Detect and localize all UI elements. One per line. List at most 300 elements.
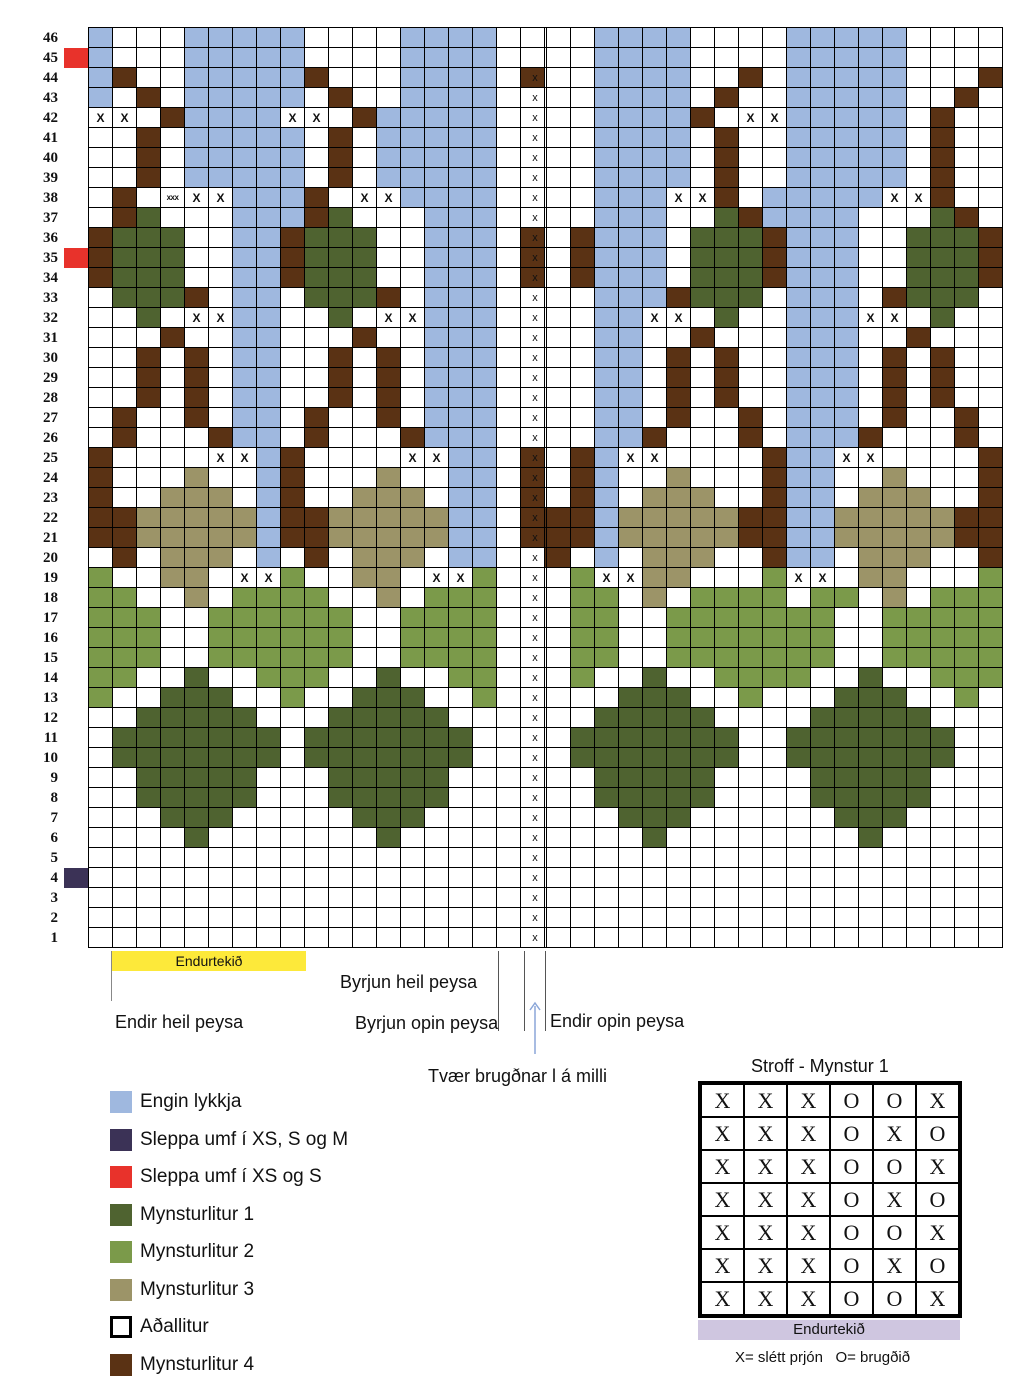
left-chart-cell [425, 608, 449, 628]
right-chart-cell [763, 328, 787, 348]
left-chart-cell [113, 828, 137, 848]
left-chart-cell [113, 508, 137, 528]
left-chart-cell [233, 708, 257, 728]
left-chart-cell [497, 688, 521, 708]
left-chart-cell [137, 748, 161, 768]
left-chart-cell [257, 728, 281, 748]
right-chart-cell [811, 228, 835, 248]
right-chart-cell [931, 128, 955, 148]
left-chart-cell [401, 288, 425, 308]
right-chart-cell [931, 628, 955, 648]
right-chart-cell [667, 68, 691, 88]
left-chart-cell [401, 348, 425, 368]
stroff-cell: O [873, 1216, 916, 1249]
stroff-cell: X [916, 1282, 959, 1315]
left-chart-cell [425, 848, 449, 868]
left-chart-cell [353, 548, 377, 568]
left-chart-cell [161, 648, 185, 668]
left-chart-cell [377, 488, 401, 508]
left-chart-cell [497, 128, 521, 148]
left-chart-cell [161, 128, 185, 148]
right-chart-cell [739, 328, 763, 348]
right-chart-cell [787, 268, 811, 288]
right-chart-cell [859, 168, 883, 188]
right-chart-cell [931, 748, 955, 768]
right-chart-cell [787, 168, 811, 188]
left-chart-cell [425, 108, 449, 128]
right-chart-cell [763, 908, 787, 928]
row-number: 37 [43, 210, 58, 226]
left-chart-cell [137, 188, 161, 208]
right-chart-cell [955, 748, 979, 768]
left-chart-cell [185, 888, 209, 908]
right-chart-cell [739, 508, 763, 528]
right-chart-cell [595, 628, 619, 648]
right-chart-cell [547, 88, 571, 108]
right-chart-cell [883, 808, 907, 828]
purl-mark: x [532, 132, 538, 144]
left-chart-cell [161, 88, 185, 108]
right-chart-cell [547, 668, 571, 688]
right-chart-cell [691, 208, 715, 228]
arrow-up-icon [528, 1000, 542, 1054]
right-chart-cell [667, 648, 691, 668]
right-chart-cell [883, 848, 907, 868]
right-chart-cell [571, 28, 595, 48]
left-chart-cell [257, 288, 281, 308]
left-chart-cell [473, 88, 497, 108]
right-chart-cell [907, 928, 931, 948]
right-chart-cell [811, 888, 835, 908]
right-chart-cell [979, 248, 1003, 268]
right-chart-cell [619, 488, 643, 508]
right-chart-cell [883, 868, 907, 888]
right-chart-cell [691, 688, 715, 708]
right-chart-cell [547, 788, 571, 808]
left-chart-cell [161, 708, 185, 728]
right-chart-cell [619, 548, 643, 568]
right-chart-cell [643, 48, 667, 68]
right-chart-cell [739, 268, 763, 288]
left-chart-cell [281, 528, 305, 548]
left-chart-cell [161, 408, 185, 428]
purl-mark: x [532, 812, 538, 824]
right-chart-cell [859, 608, 883, 628]
right-chart-cell [643, 888, 667, 908]
row-number: 46 [43, 30, 58, 46]
left-chart-cell [425, 488, 449, 508]
right-chart-cell [979, 208, 1003, 228]
right-chart-cell [643, 528, 667, 548]
right-chart-cell [691, 128, 715, 148]
purl-mark: x [532, 452, 538, 464]
row-number: 27 [43, 410, 58, 426]
left-chart-cell [305, 608, 329, 628]
left-chart-cell [113, 648, 137, 668]
right-chart-cell [739, 408, 763, 428]
left-chart-cell [89, 628, 113, 648]
right-chart-cell [691, 448, 715, 468]
left-chart-cell [233, 148, 257, 168]
left-chart-cell [425, 668, 449, 688]
left-chart-cell [281, 928, 305, 948]
left-chart-cell [401, 888, 425, 908]
right-chart-cell [955, 908, 979, 928]
right-chart-cell [643, 328, 667, 348]
right-chart-cell: X [787, 568, 811, 588]
left-chart-cell [425, 208, 449, 228]
left-chart-cell [257, 448, 281, 468]
right-chart-cell [835, 48, 859, 68]
right-chart-cell [907, 248, 931, 268]
left-chart-cell: X [401, 448, 425, 468]
left-chart-cell [377, 88, 401, 108]
left-chart-cell [425, 468, 449, 488]
right-chart-cell [715, 348, 739, 368]
right-chart-cell [547, 168, 571, 188]
right-chart-cell [955, 628, 979, 648]
right-chart-cell [643, 648, 667, 668]
row-number: 9 [50, 770, 58, 786]
right-chart-cell [763, 828, 787, 848]
right-chart-cell [835, 368, 859, 388]
right-chart-cell [715, 108, 739, 128]
left-chart-cell: X [185, 188, 209, 208]
right-chart-cell [883, 368, 907, 388]
right-chart-cell [955, 68, 979, 88]
left-chart-cell [209, 828, 233, 848]
left-chart-cell [377, 788, 401, 808]
left-chart-cell [209, 568, 233, 588]
left-chart-cell [209, 588, 233, 608]
left-chart-cell [401, 868, 425, 888]
right-chart-cell [691, 108, 715, 128]
right-chart-cell [883, 588, 907, 608]
right-chart-cell [787, 608, 811, 628]
right-chart-cell [595, 488, 619, 508]
left-chart-cell [137, 268, 161, 288]
purl-mark: x [532, 72, 538, 84]
right-chart-cell [619, 708, 643, 728]
left-chart-cell [329, 428, 353, 448]
left-chart-cell [185, 348, 209, 368]
legend-swatch [110, 1091, 132, 1113]
right-chart-cell [715, 388, 739, 408]
purl-mark: x [532, 332, 538, 344]
left-chart-cell [233, 468, 257, 488]
right-chart-cell [955, 168, 979, 188]
left-chart-cell [449, 908, 473, 928]
row-number: 29 [43, 370, 58, 386]
right-chart-cell [547, 228, 571, 248]
left-chart-cell [353, 708, 377, 728]
right-chart-cell [547, 188, 571, 208]
right-chart-cell [571, 728, 595, 748]
right-chart-cell [955, 28, 979, 48]
right-chart-cell [787, 228, 811, 248]
left-chart-cell [257, 488, 281, 508]
right-chart-cell [955, 148, 979, 168]
right-chart-cell [571, 188, 595, 208]
right-chart-cell [811, 688, 835, 708]
left-chart-cell [161, 268, 185, 288]
row-number: 10 [43, 750, 58, 766]
left-chart-cell [377, 408, 401, 428]
right-chart-cell [811, 248, 835, 268]
right-chart-cell: X [883, 188, 907, 208]
left-chart-cell [281, 788, 305, 808]
right-chart-cell [883, 288, 907, 308]
right-chart-cell [571, 768, 595, 788]
right-chart-cell [931, 448, 955, 468]
right-chart-cell [787, 368, 811, 388]
right-chart-cell [907, 388, 931, 408]
right-chart-cell [811, 628, 835, 648]
legend-item [110, 1165, 322, 1189]
right-chart-cell [979, 528, 1003, 548]
right-chart-cell [955, 448, 979, 468]
right-chart-cell [667, 768, 691, 788]
left-chart-cell [353, 88, 377, 108]
left-chart-cell [233, 888, 257, 908]
right-chart-cell [643, 588, 667, 608]
right-chart-cell [619, 208, 643, 228]
left-chart-cell [473, 288, 497, 308]
left-chart-cell [233, 288, 257, 308]
left-chart-cell [137, 108, 161, 128]
left-chart-cell [377, 68, 401, 88]
left-chart-cell [473, 748, 497, 768]
left-chart-cell [161, 808, 185, 828]
left-chart-cell [209, 48, 233, 68]
right-chart-cell [931, 208, 955, 228]
left-chart-cell [281, 728, 305, 748]
right-chart-cell [859, 468, 883, 488]
right-chart-cell [811, 208, 835, 228]
left-chart-cell [353, 648, 377, 668]
left-chart-cell [185, 268, 209, 288]
left-chart-cell [281, 308, 305, 328]
right-chart-cell [955, 568, 979, 588]
right-chart-cell [811, 728, 835, 748]
right-chart-cell [907, 748, 931, 768]
right-chart-cell [691, 48, 715, 68]
legend-swatch [110, 1316, 132, 1338]
stroff-key: X= slétt prjón O= brugðið [735, 1349, 911, 1366]
left-chart-cell [473, 208, 497, 228]
right-chart-cell [763, 668, 787, 688]
right-chart-cell [787, 548, 811, 568]
left-chart-cell [185, 628, 209, 648]
right-chart-cell [763, 608, 787, 628]
left-chart-cell [233, 408, 257, 428]
left-chart-cell [305, 708, 329, 728]
right-chart-cell [811, 828, 835, 848]
left-chart-cell [209, 848, 233, 868]
left-chart-cell [305, 208, 329, 228]
left-chart-cell [377, 48, 401, 68]
right-chart-cell [691, 328, 715, 348]
left-chart-cell [401, 208, 425, 228]
left-chart-cell [329, 548, 353, 568]
stroff-cell: X [787, 1249, 830, 1282]
left-chart-cell [185, 28, 209, 48]
left-chart-cell [161, 228, 185, 248]
right-chart-cell [931, 328, 955, 348]
purl-mark: x [532, 912, 538, 924]
left-chart-cell [329, 128, 353, 148]
left-chart-cell [305, 28, 329, 48]
stroff-cell: O [916, 1183, 959, 1216]
right-chart-cell [811, 748, 835, 768]
right-chart-cell [739, 428, 763, 448]
left-chart-cell [473, 148, 497, 168]
left-chart-cell [233, 528, 257, 548]
left-chart-cell [497, 88, 521, 108]
left-chart-cell [89, 448, 113, 468]
right-chart-cell [907, 708, 931, 728]
legend-item [110, 1090, 241, 1114]
left-chart-cell [497, 508, 521, 528]
right-chart-cell [859, 728, 883, 748]
left-chart-cell [161, 528, 185, 548]
right-chart-cell [907, 328, 931, 348]
right-chart-cell [739, 128, 763, 148]
right-chart-cell [835, 208, 859, 228]
purl-mark: x [532, 772, 538, 784]
left-chart-cell [401, 648, 425, 668]
right-chart-cell [955, 828, 979, 848]
left-chart-cell [425, 648, 449, 668]
left-chart-cell [209, 908, 233, 928]
right-chart-cell [907, 568, 931, 588]
left-chart-cell [497, 68, 521, 88]
right-chart-cell [787, 668, 811, 688]
right-chart-cell [739, 348, 763, 368]
stroff-cell: X [744, 1216, 787, 1249]
left-chart-cell [185, 68, 209, 88]
right-chart-cell [715, 528, 739, 548]
left-chart-cell [353, 908, 377, 928]
right-chart-cell [595, 388, 619, 408]
right-chart-cell [571, 588, 595, 608]
right-chart-cell [595, 68, 619, 88]
right-chart-cell [787, 728, 811, 748]
right-chart-cell [859, 688, 883, 708]
right-chart-cell [883, 68, 907, 88]
left-chart-cell [449, 768, 473, 788]
right-chart-cell [931, 388, 955, 408]
right-chart-cell [547, 288, 571, 308]
right-chart-cell [931, 808, 955, 828]
stroff-cell: X [916, 1084, 959, 1117]
left-chart-cell [161, 828, 185, 848]
left-chart-cell [257, 268, 281, 288]
right-chart-cell [811, 708, 835, 728]
right-chart-cell [595, 848, 619, 868]
right-chart-cell [787, 208, 811, 228]
right-chart-cell [571, 168, 595, 188]
right-chart-cell [571, 828, 595, 848]
right-chart-cell [859, 48, 883, 68]
right-chart-cell [859, 868, 883, 888]
right-chart-cell [787, 68, 811, 88]
right-chart-cell [811, 648, 835, 668]
left-chart-cell [425, 828, 449, 848]
right-chart-cell [931, 428, 955, 448]
left-chart-cell [113, 428, 137, 448]
right-chart-cell [811, 528, 835, 548]
right-chart-cell [667, 568, 691, 588]
left-chart-cell [257, 888, 281, 908]
left-chart-cell [377, 728, 401, 748]
left-chart-cell [89, 708, 113, 728]
right-chart-cell [763, 788, 787, 808]
left-chart-cell [89, 928, 113, 948]
right-chart-cell [907, 908, 931, 928]
right-chart-cell [955, 308, 979, 328]
right-chart-cell [787, 488, 811, 508]
left-chart-cell [185, 288, 209, 308]
right-chart-cell [859, 388, 883, 408]
stroff-cell: X [744, 1117, 787, 1150]
left-chart-cell [401, 148, 425, 168]
left-chart-cell [257, 188, 281, 208]
left-chart-cell [233, 828, 257, 848]
right-chart-cell [547, 148, 571, 168]
right-chart-cell [691, 408, 715, 428]
left-chart-cell [113, 48, 137, 68]
right-chart-cell [979, 728, 1003, 748]
left-chart-cell [329, 748, 353, 768]
right-chart-cell [859, 548, 883, 568]
right-chart-cell [787, 428, 811, 448]
right-chart-cell [739, 448, 763, 468]
right-chart-cell [619, 288, 643, 308]
right-chart-cell [835, 848, 859, 868]
row-number: 4 [50, 870, 58, 886]
left-chart-cell [497, 188, 521, 208]
right-chart-cell [667, 548, 691, 568]
left-chart-cell [305, 588, 329, 608]
right-chart-cell [571, 328, 595, 348]
left-chart-cell [497, 608, 521, 628]
left-chart-cell [329, 608, 353, 628]
left-chart-cell [401, 548, 425, 568]
left-chart-cell [209, 548, 233, 568]
left-chart-cell: X [209, 188, 233, 208]
left-chart-cell [209, 788, 233, 808]
right-chart-cell [787, 688, 811, 708]
right-chart-cell [715, 508, 739, 528]
left-chart-cell [449, 508, 473, 528]
right-chart-cell [835, 668, 859, 688]
right-chart-cell [883, 748, 907, 768]
right-chart-cell: X [667, 308, 691, 328]
left-chart-cell [377, 748, 401, 768]
left-chart-cell [377, 688, 401, 708]
row-number: 32 [43, 310, 58, 326]
left-chart-cell [473, 688, 497, 708]
right-chart-cell [715, 268, 739, 288]
right-chart-cell [715, 868, 739, 888]
left-chart-cell [209, 128, 233, 148]
left-chart-cell [497, 28, 521, 48]
left-chart-cell [209, 28, 233, 48]
right-chart-cell [787, 468, 811, 488]
left-chart-cell [281, 168, 305, 188]
right-chart-cell [595, 188, 619, 208]
